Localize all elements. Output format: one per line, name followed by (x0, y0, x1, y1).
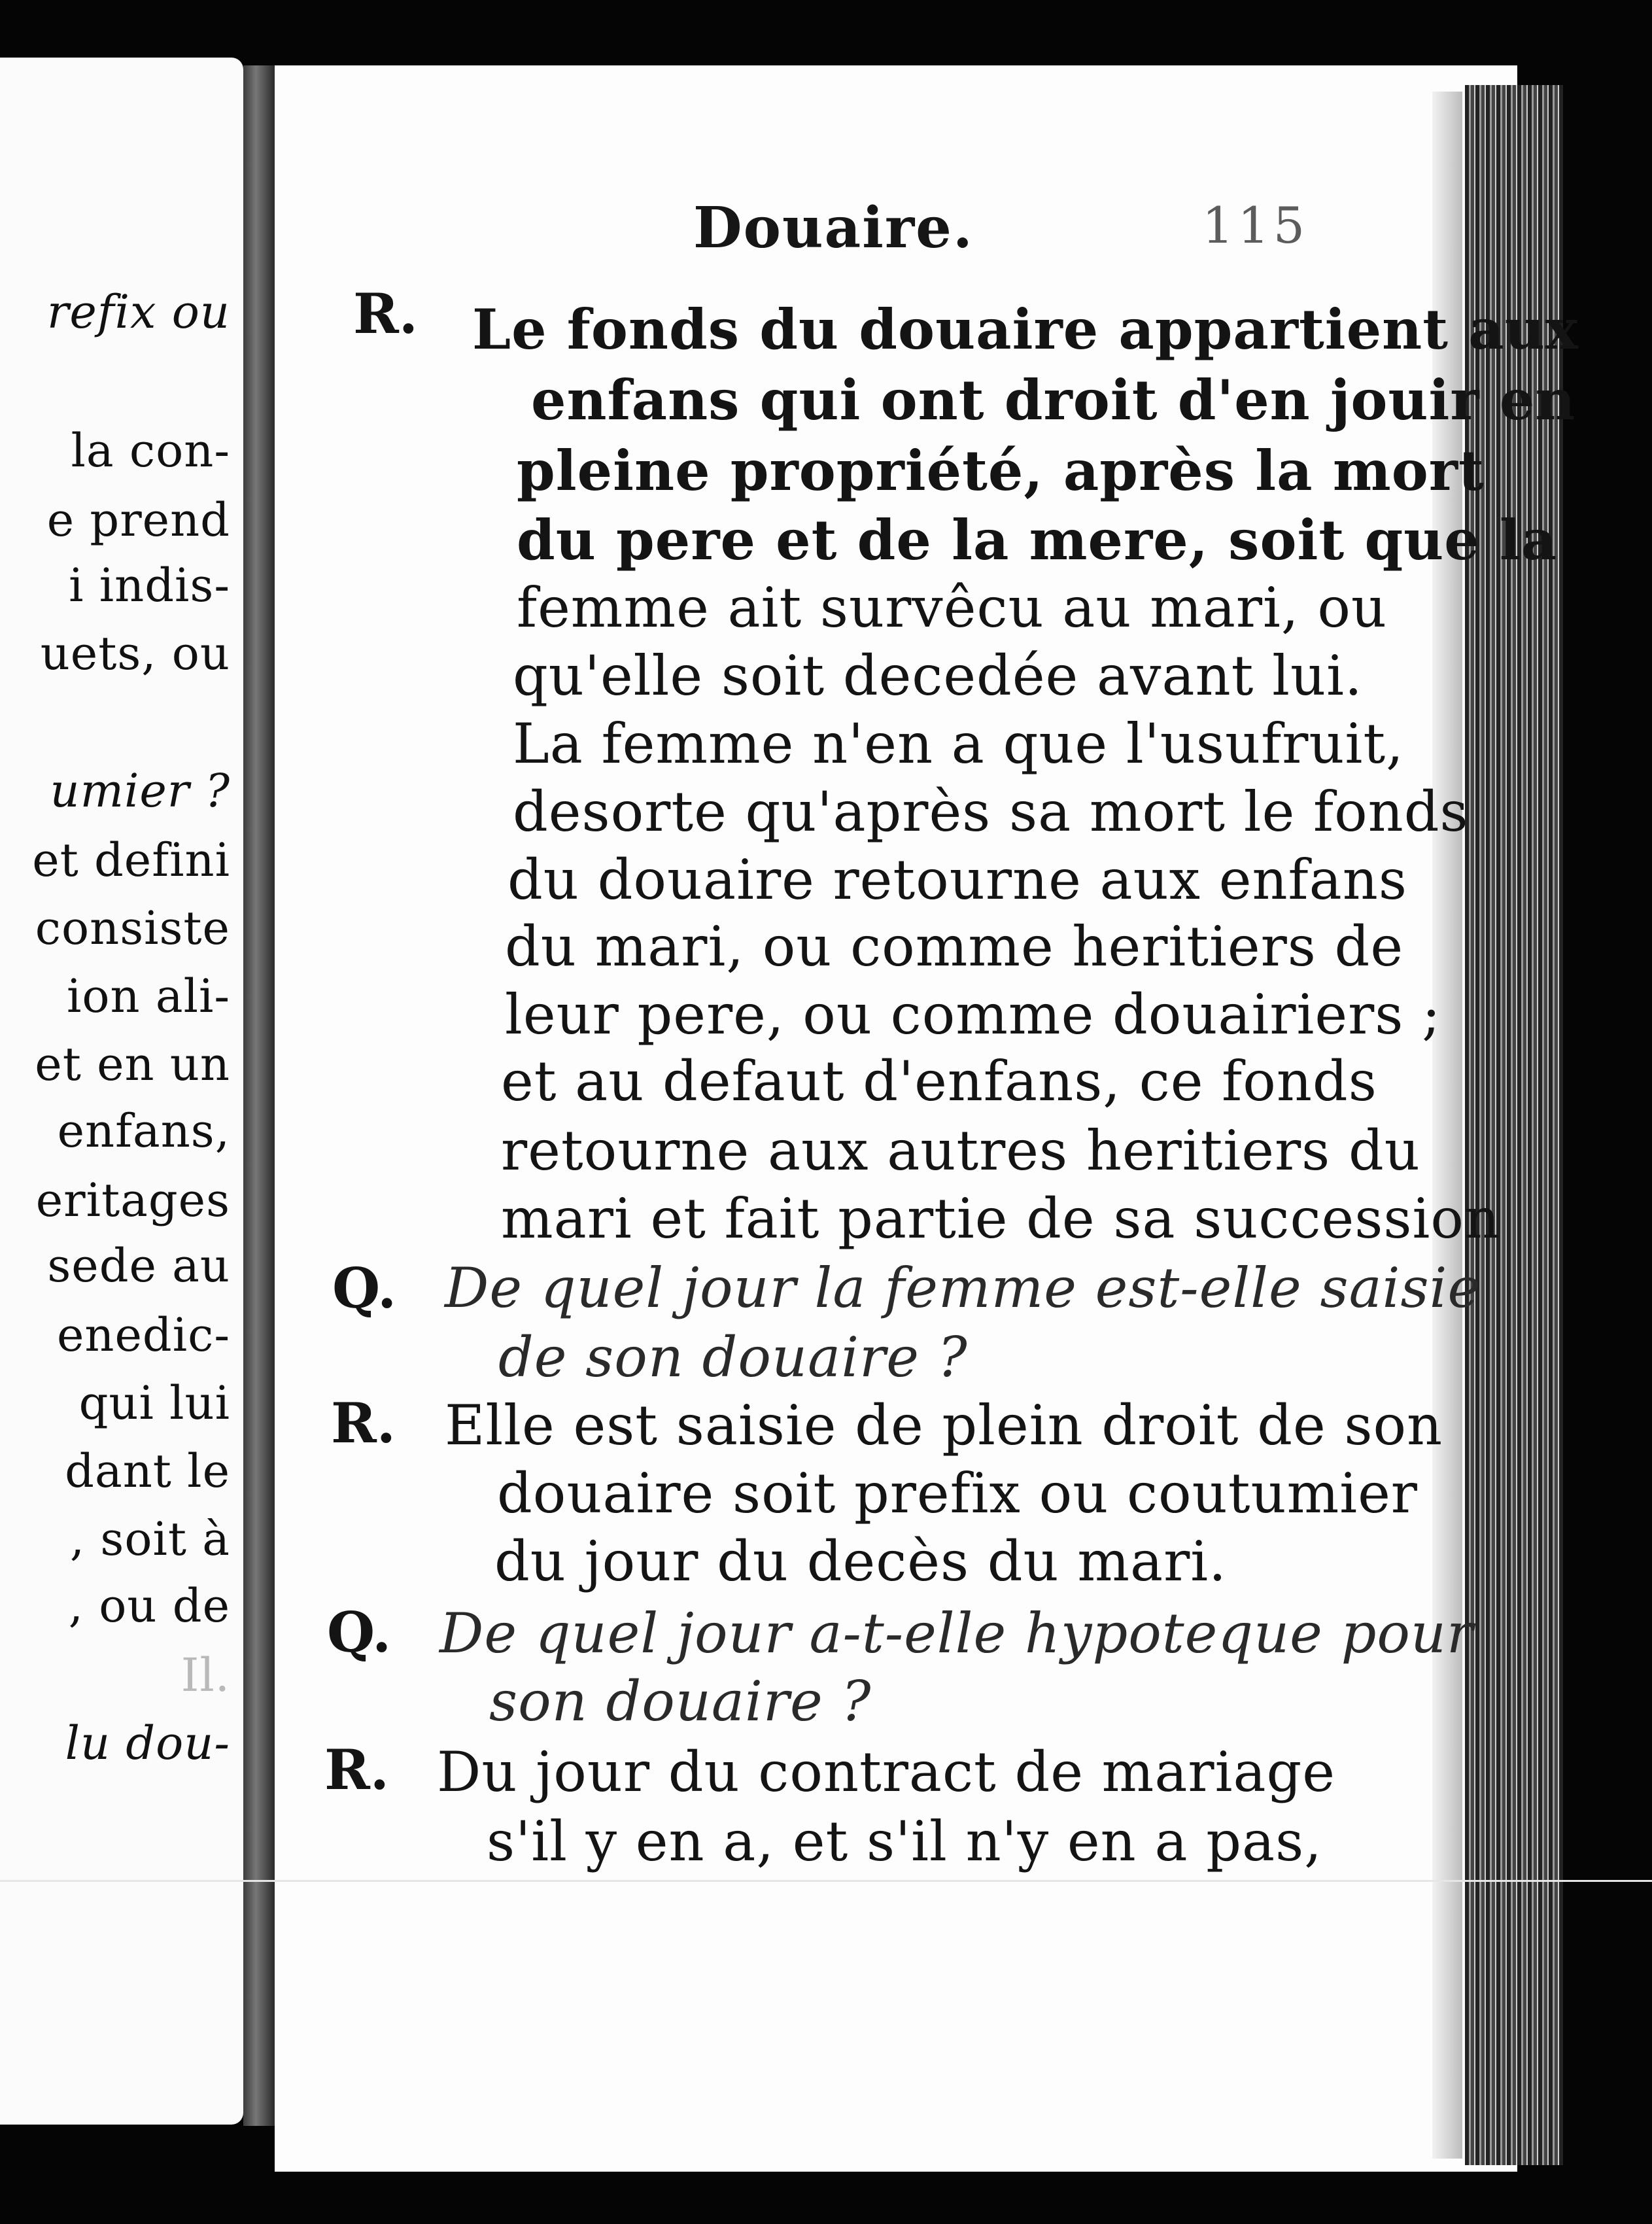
answer-line: leur pere, ou comme douairiers ; (505, 982, 1441, 1047)
left-page-fragment: sede au (47, 1239, 230, 1293)
left-page-fragment: enedic- (57, 1308, 230, 1362)
answer-line: enfans qui ont droit d'en jouir en (531, 368, 1576, 432)
answer-line: Du jour du contract de mariage (437, 1740, 1335, 1804)
book-gutter (243, 65, 275, 2126)
question-line: De quel jour la femme est-elle saisie (445, 1256, 1481, 1320)
left-page-fragment: et en un (35, 1037, 230, 1091)
left-page-fragment: enfans, (57, 1104, 230, 1158)
answer-line: douaire soit prefix ou coutumier (497, 1461, 1418, 1525)
scan-artifact-line (0, 1880, 1652, 1882)
answer-line: du mari, ou comme heritiers de (505, 914, 1404, 979)
answer-line: femme ait survêcu au mari, ou (517, 576, 1387, 640)
answer-line: du jour du decès du mari. (494, 1529, 1227, 1593)
answer-marker: R. (324, 1737, 390, 1802)
question-marker: Q. (327, 1600, 392, 1665)
left-page-fragment: consiste (35, 901, 230, 955)
answer-line: retourne aux autres heritiers du (501, 1119, 1420, 1183)
answer-line: du douaire retourne aux enfans (508, 848, 1407, 912)
question-marker: Q. (332, 1256, 397, 1321)
left-page-fragment: et defini (32, 833, 230, 887)
answer-line: du pere et de la mere, soit que la (517, 508, 1558, 572)
left-page-fragment: lu dou- (65, 1716, 230, 1770)
left-page-fragment: refix ou (46, 285, 230, 339)
left-page-fragment: Il. (181, 1648, 230, 1702)
answer-line: La femme n'en a que l'usufruit, (513, 712, 1404, 776)
left-page-fragment: uets, ou (40, 627, 230, 680)
question-line: de son douaire ? (498, 1325, 968, 1389)
left-page-fragment: umier ? (50, 764, 230, 818)
left-page-fragment: , soit à (69, 1512, 230, 1566)
answer-marker: R. (331, 1391, 396, 1455)
running-head: Douaire. (693, 195, 974, 261)
left-page-fragment: i indis- (69, 559, 230, 612)
answer-line: pleine propriété, après la mort (517, 438, 1485, 503)
answer-line: Elle est saisie de plein droit de son (445, 1393, 1443, 1457)
left-page-fragment: qui lui (78, 1376, 230, 1430)
answer-marker: R. (353, 281, 419, 346)
question-line: De quel jour a-t-elle hypoteque pour (439, 1601, 1474, 1665)
left-page-fragment: dant le (65, 1444, 230, 1498)
question-line: son douaire ? (489, 1669, 872, 1733)
answer-line: s'il y en a, et s'il n'y en a pas, (487, 1809, 1322, 1873)
left-page-fragment: eritages (35, 1173, 230, 1227)
left-page-fragment: ion ali- (66, 969, 230, 1023)
left-facing-page (0, 58, 243, 2125)
left-page-fragment: la con- (71, 424, 230, 478)
answer-line: Le fonds du douaire appartient aux (472, 297, 1579, 362)
answer-line: mari et fait partie de sa succession (501, 1187, 1500, 1251)
left-page-fragment: e prend (46, 493, 230, 547)
answer-line: desorte qu'après sa mort le fonds (513, 780, 1469, 844)
answer-line: qu'elle soit decedée avant lui. (513, 644, 1363, 708)
left-page-fragment: , ou de (68, 1579, 230, 1633)
page-number: 115 (1202, 196, 1309, 254)
answer-line: et au defaut d'enfans, ce fonds (501, 1049, 1377, 1113)
